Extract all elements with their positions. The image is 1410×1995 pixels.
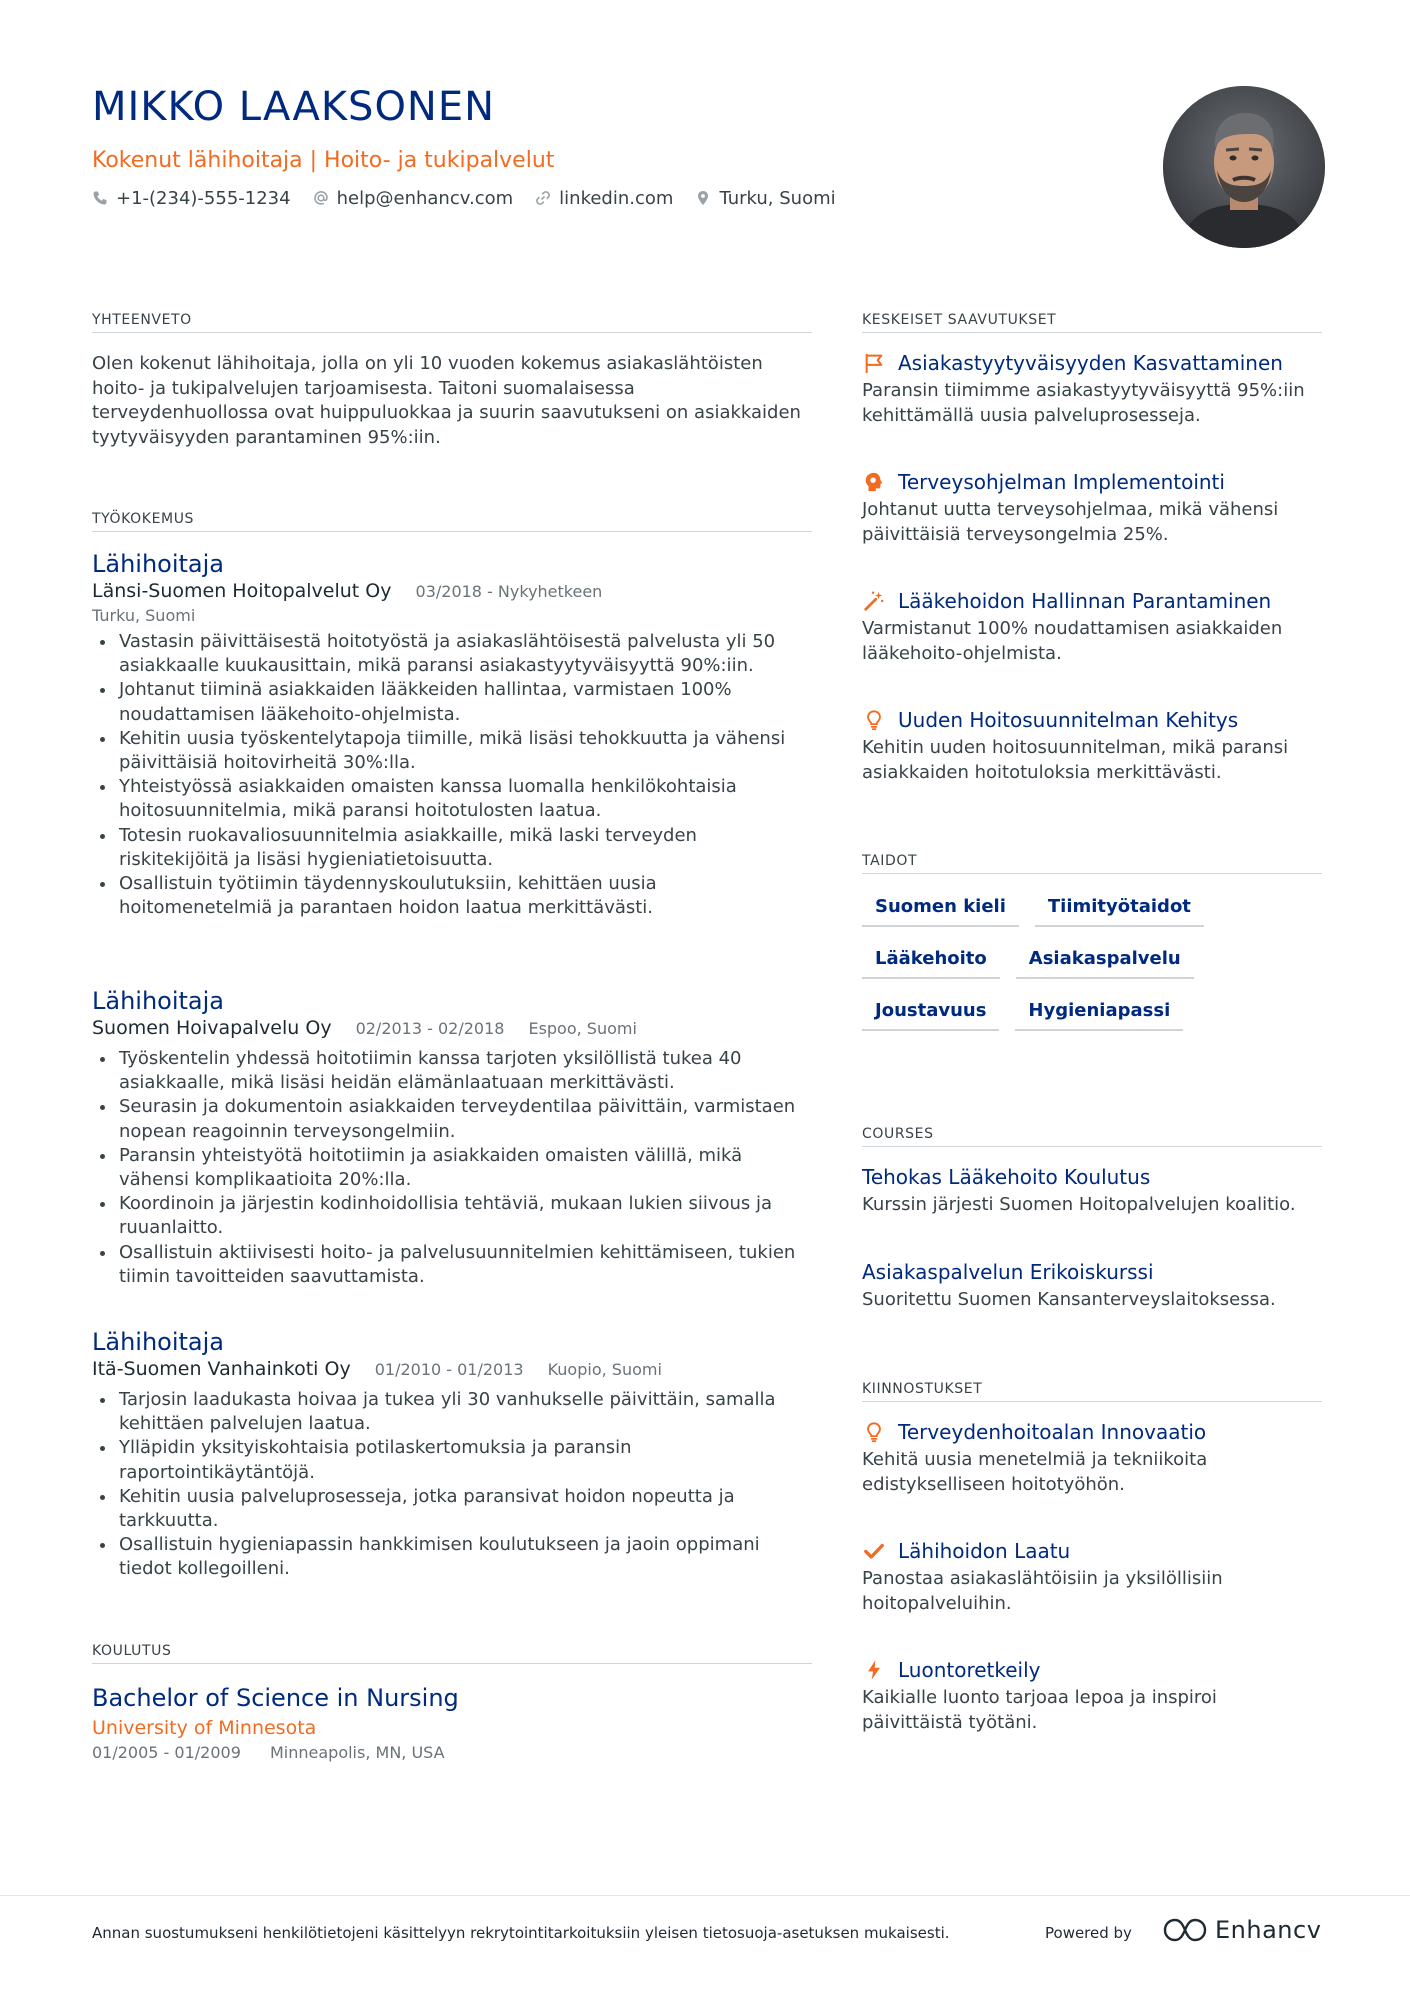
job-bullets xyxy=(92,1047,812,1289)
job-bullet: Vastasin päivittäisestä hoitotyöstä ja asiakaslähtöisestä palvelusta yli 50 asiakkaalle kuukausittain, mikä paransi asiakastyytyväisyyttä 90%:iin. xyxy=(92,630,812,678)
job-location: Espoo, Suomi xyxy=(528,1019,637,1038)
achievement-item xyxy=(862,349,1322,428)
job-bullet: Totesin ruokavaliosuunnitelmia asiakkaille, mikä laski terveyden riskitekijöitä ja lisäsi hygieniatietoisuutta. xyxy=(92,824,812,872)
job-bullet: Työskentelin yhdessä hoitotiimin kanssa tarjoten yksilöllistä tukea 40 asiakkaalle, mikä lisäsi heidän elämänlaatuaan merkittävästi. xyxy=(92,1047,812,1095)
achievement-description: Kehitin uuden hoitosuunnitelman, mikä paransi asiakkaiden hoitotuloksia merkittävästi. xyxy=(862,737,1289,783)
link-icon xyxy=(535,190,551,206)
job-title: Lähihoitaja xyxy=(92,1328,225,1356)
candidate-name: MIKKO LAAKSONEN xyxy=(92,84,496,130)
summary-text: Olen kokenut lähihoitaja, jolla on yli 10 vuoden kokemus asiakaslähtöisten hoito- ja tukipalvelujen tarjoamisesta. Taitoni suomalaisessa terveydenhuollossa ovat huippuluokkaa ja suurin saavutukseni on asiakkaiden tyytyväisyyden parantaminen 95%:iin. xyxy=(92,353,801,448)
skill-tag: Suomen kieli xyxy=(862,892,1019,927)
interest-title: Lähihoidon Laatu xyxy=(898,1539,1071,1563)
job-bullet: Kehitin uusia työskentelytapoja tiimille, mikä lisäsi tehokkuutta ja vähensi päivittäisiä hoitovirheitä 30%:lla. xyxy=(92,727,812,775)
at-icon xyxy=(313,190,329,206)
job-title: Lähihoitaja xyxy=(92,987,225,1015)
education-degree: Bachelor of Science in Nursing xyxy=(92,1684,459,1712)
summary-heading: YHTEENVETO xyxy=(92,312,192,328)
job-dates: 03/2018 - Nykyhetkeen xyxy=(415,582,603,601)
skill-tag: Tiimityötaidot xyxy=(1035,892,1204,927)
summary-divider xyxy=(92,332,812,333)
education-divider xyxy=(92,1663,812,1664)
interest-description: Kehitä uusia menetelmiä ja tekniikoita edistykselliseen hoitotyöhön. xyxy=(862,1449,1208,1495)
achievements-heading: KESKEISET SAAVUTUKSET xyxy=(862,312,1057,328)
job-entry xyxy=(92,548,812,920)
achievement-description: Varmistanut 100% noudattamisen asiakkaiden lääkehoito-ohjelmista. xyxy=(862,618,1283,664)
contact-email-text: help@enhancv.com xyxy=(336,187,514,209)
job-bullet: Tarjosin laadukasta hoivaa ja tukea yli 30 vanhukselle päivittäin, samalla kehittäen palvelujen laatua. xyxy=(92,1388,812,1436)
powered-by-label: Powered by xyxy=(1045,1924,1132,1942)
job-location: Kuopio, Suomi xyxy=(547,1360,662,1379)
achievement-description: Paransin tiimimme asiakastyytyväisyyttä 95%:iin kehittämällä uusia palveluprosesseja. xyxy=(862,380,1305,426)
course-title: Asiakaspalvelun Erikoiskurssi xyxy=(862,1260,1154,1284)
contact-phone[interactable] xyxy=(92,188,291,209)
course-title: Tehokas Lääkehoito Koulutus xyxy=(862,1165,1151,1189)
job-bullet: Johtanut tiiminä asiakkaiden lääkkeiden hallintaa, varmistaen 100% noudattamisen lääkehoito-ohjelmista. xyxy=(92,678,812,726)
skills-list xyxy=(862,892,1322,1048)
job-bullet: Osallistuin aktiivisesti hoito- ja palvelusuunnitelmien kehittämiseen, tukien tiimin tavoitteiden saavuttamista. xyxy=(92,1241,812,1289)
job-dates: 01/2010 - 01/2013 xyxy=(374,1360,524,1379)
achievement-title: Terveysohjelman Implementointi xyxy=(898,470,1225,494)
experience-heading: TYÖKOKEMUS xyxy=(92,511,195,527)
contact-linkedin[interactable] xyxy=(535,188,673,209)
education-meta xyxy=(92,1742,812,1764)
interest-item xyxy=(862,1656,1322,1735)
job-meta xyxy=(92,1017,812,1043)
job-bullet: Ylläpidin yksityiskohtaisia potilaskertomuksia ja paransin raportointikäytäntöjä. xyxy=(92,1436,812,1484)
job-company: Suomen Hoivapalvelu Oy xyxy=(92,1017,332,1039)
interest-description: Kaikialle luonto tarjoaa lepoa ja inspiroi päivittäistä työtäni. xyxy=(862,1687,1217,1733)
courses-divider xyxy=(862,1146,1322,1147)
job-bullet: Seurasin ja dokumentoin asiakkaiden terveydentilaa päivittäin, varmistaen nopean reagoinnin terveysongelmiin. xyxy=(92,1095,812,1143)
skills-heading: TAIDOT xyxy=(862,853,918,869)
job-title: Lähihoitaja xyxy=(92,550,225,578)
achievement-title: Asiakastyytyväisyyden Kasvattaminen xyxy=(898,351,1283,375)
job-meta xyxy=(92,580,812,606)
lightbulb-icon xyxy=(862,1420,886,1444)
achievement-item xyxy=(862,706,1322,785)
magic-wand-icon xyxy=(862,589,886,613)
job-company: Länsi-Suomen Hoitopalvelut Oy xyxy=(92,580,392,602)
contact-bar xyxy=(92,186,858,210)
job-meta xyxy=(92,1358,812,1384)
interest-title: Terveydenhoitoalan Innovaatio xyxy=(898,1420,1207,1444)
contact-location-text: Turku, Suomi xyxy=(719,187,836,209)
head-icon xyxy=(862,470,886,494)
job-bullet: Koordinoin ja järjestin kodinhoidollisia tehtäviä, mukaan lukien siivous ja ruuanlaitto. xyxy=(92,1192,812,1240)
job-location: Turku, Suomi xyxy=(92,606,196,625)
job-dates: 02/2013 - 02/2018 xyxy=(355,1019,505,1038)
interest-title: Luontoretkeily xyxy=(898,1658,1041,1682)
education-dates: 01/2005 - 01/2009 xyxy=(92,1743,241,1762)
candidate-tagline: Kokenut lähihoitaja | Hoito- ja tukipalvelut xyxy=(92,148,555,173)
footer-divider xyxy=(0,1895,1410,1896)
achievement-description: Johtanut uutta terveysohjelmaa, mikä vähensi päivittäisiä terveysongelmia 25%. xyxy=(862,499,1279,545)
job-company: Itä-Suomen Vanhainkoti Oy xyxy=(92,1358,351,1380)
course-item xyxy=(862,1163,1322,1218)
skill-tag: Joustavuus xyxy=(862,996,999,1031)
flag-icon xyxy=(862,351,886,375)
enhancv-logo-text: Enhancv xyxy=(1215,1916,1322,1944)
job-entry xyxy=(92,985,812,1289)
interest-item xyxy=(862,1537,1322,1616)
location-pin-icon xyxy=(695,190,711,206)
course-description: Suoritettu Suomen Kansanterveyslaitoksessa. xyxy=(862,1289,1276,1310)
interests-heading: KIINNOSTUKSET xyxy=(862,1381,983,1397)
job-bullets xyxy=(92,630,812,920)
enhancv-logo-icon xyxy=(1163,1917,1207,1943)
job-bullet: Yhteistyössä asiakkaiden omaisten kanssa luomalla henkilökohtaisia hoitosuunnitelmia, mikä paransi hoitotulosten laatua. xyxy=(92,775,812,823)
contact-linkedin-text: linkedin.com xyxy=(559,187,674,209)
interests-divider xyxy=(862,1401,1322,1402)
contact-email[interactable] xyxy=(313,188,514,209)
education-school: University of Minnesota xyxy=(92,1717,317,1739)
skill-tag: Asiakaspalvelu xyxy=(1016,944,1194,979)
achievements-divider xyxy=(862,332,1322,333)
education-entry xyxy=(92,1682,812,1764)
education-heading: KOULUTUS xyxy=(92,1643,172,1659)
checkmark-icon xyxy=(862,1539,886,1563)
achievement-item xyxy=(862,468,1322,547)
interest-item xyxy=(862,1418,1322,1497)
course-description: Kurssin järjesti Suomen Hoitopalvelujen koalitio. xyxy=(862,1194,1296,1215)
contact-phone-text: +1-(234)-555-1234 xyxy=(116,187,291,209)
achievement-title: Lääkehoidon Hallinnan Parantaminen xyxy=(898,589,1272,613)
lightbulb-icon xyxy=(862,708,886,732)
profile-photo xyxy=(1163,86,1325,248)
course-item xyxy=(862,1258,1322,1313)
job-bullet: Kehitin uusia palveluprosesseja, jotka paransivat hoidon nopeutta ja tarkkuutta. xyxy=(92,1485,812,1533)
job-bullet: Osallistuin työtiimin täydennyskoulutuksiin, kehittäen uusia hoitomenetelmiä ja parantaen hoidon laatua merkittävästi. xyxy=(92,872,812,920)
phone-icon xyxy=(92,190,108,206)
achievement-title: Uuden Hoitosuunnitelman Kehitys xyxy=(898,708,1239,732)
enhancv-logo[interactable] xyxy=(1163,1915,1321,1945)
job-entry xyxy=(92,1326,812,1582)
contact-location xyxy=(695,188,835,209)
gdpr-consent-note: Annan suostumukseni henkilötietojeni käsittelyyn rekrytointitarkoituksiin yleisen tietosuoja-asetuksen mukaisesti. xyxy=(92,1924,950,1942)
job-bullet: Paransin yhteistyötä hoitotiimin ja asiakkaiden omaisten välillä, mikä vähensi komplikaatioita 20%:lla. xyxy=(92,1144,812,1192)
courses-heading: COURSES xyxy=(862,1126,934,1142)
lightning-icon xyxy=(862,1658,886,1682)
skills-divider xyxy=(862,873,1322,874)
interest-description: Panostaa asiakaslähtöisiin ja yksilöllisiin hoitopalveluihin. xyxy=(862,1568,1223,1614)
education-location: Minneapolis, MN, USA xyxy=(269,1743,445,1762)
skill-tag: Lääkehoito xyxy=(862,944,1000,979)
job-bullet: Osallistuin hygieniapassin hankkimisen koulutukseen ja jaoin oppimani tiedot kollegoilleni. xyxy=(92,1533,812,1581)
job-bullets xyxy=(92,1388,812,1582)
achievement-item xyxy=(862,587,1322,666)
experience-divider xyxy=(92,531,812,532)
skill-tag: Hygieniapassi xyxy=(1015,996,1183,1031)
